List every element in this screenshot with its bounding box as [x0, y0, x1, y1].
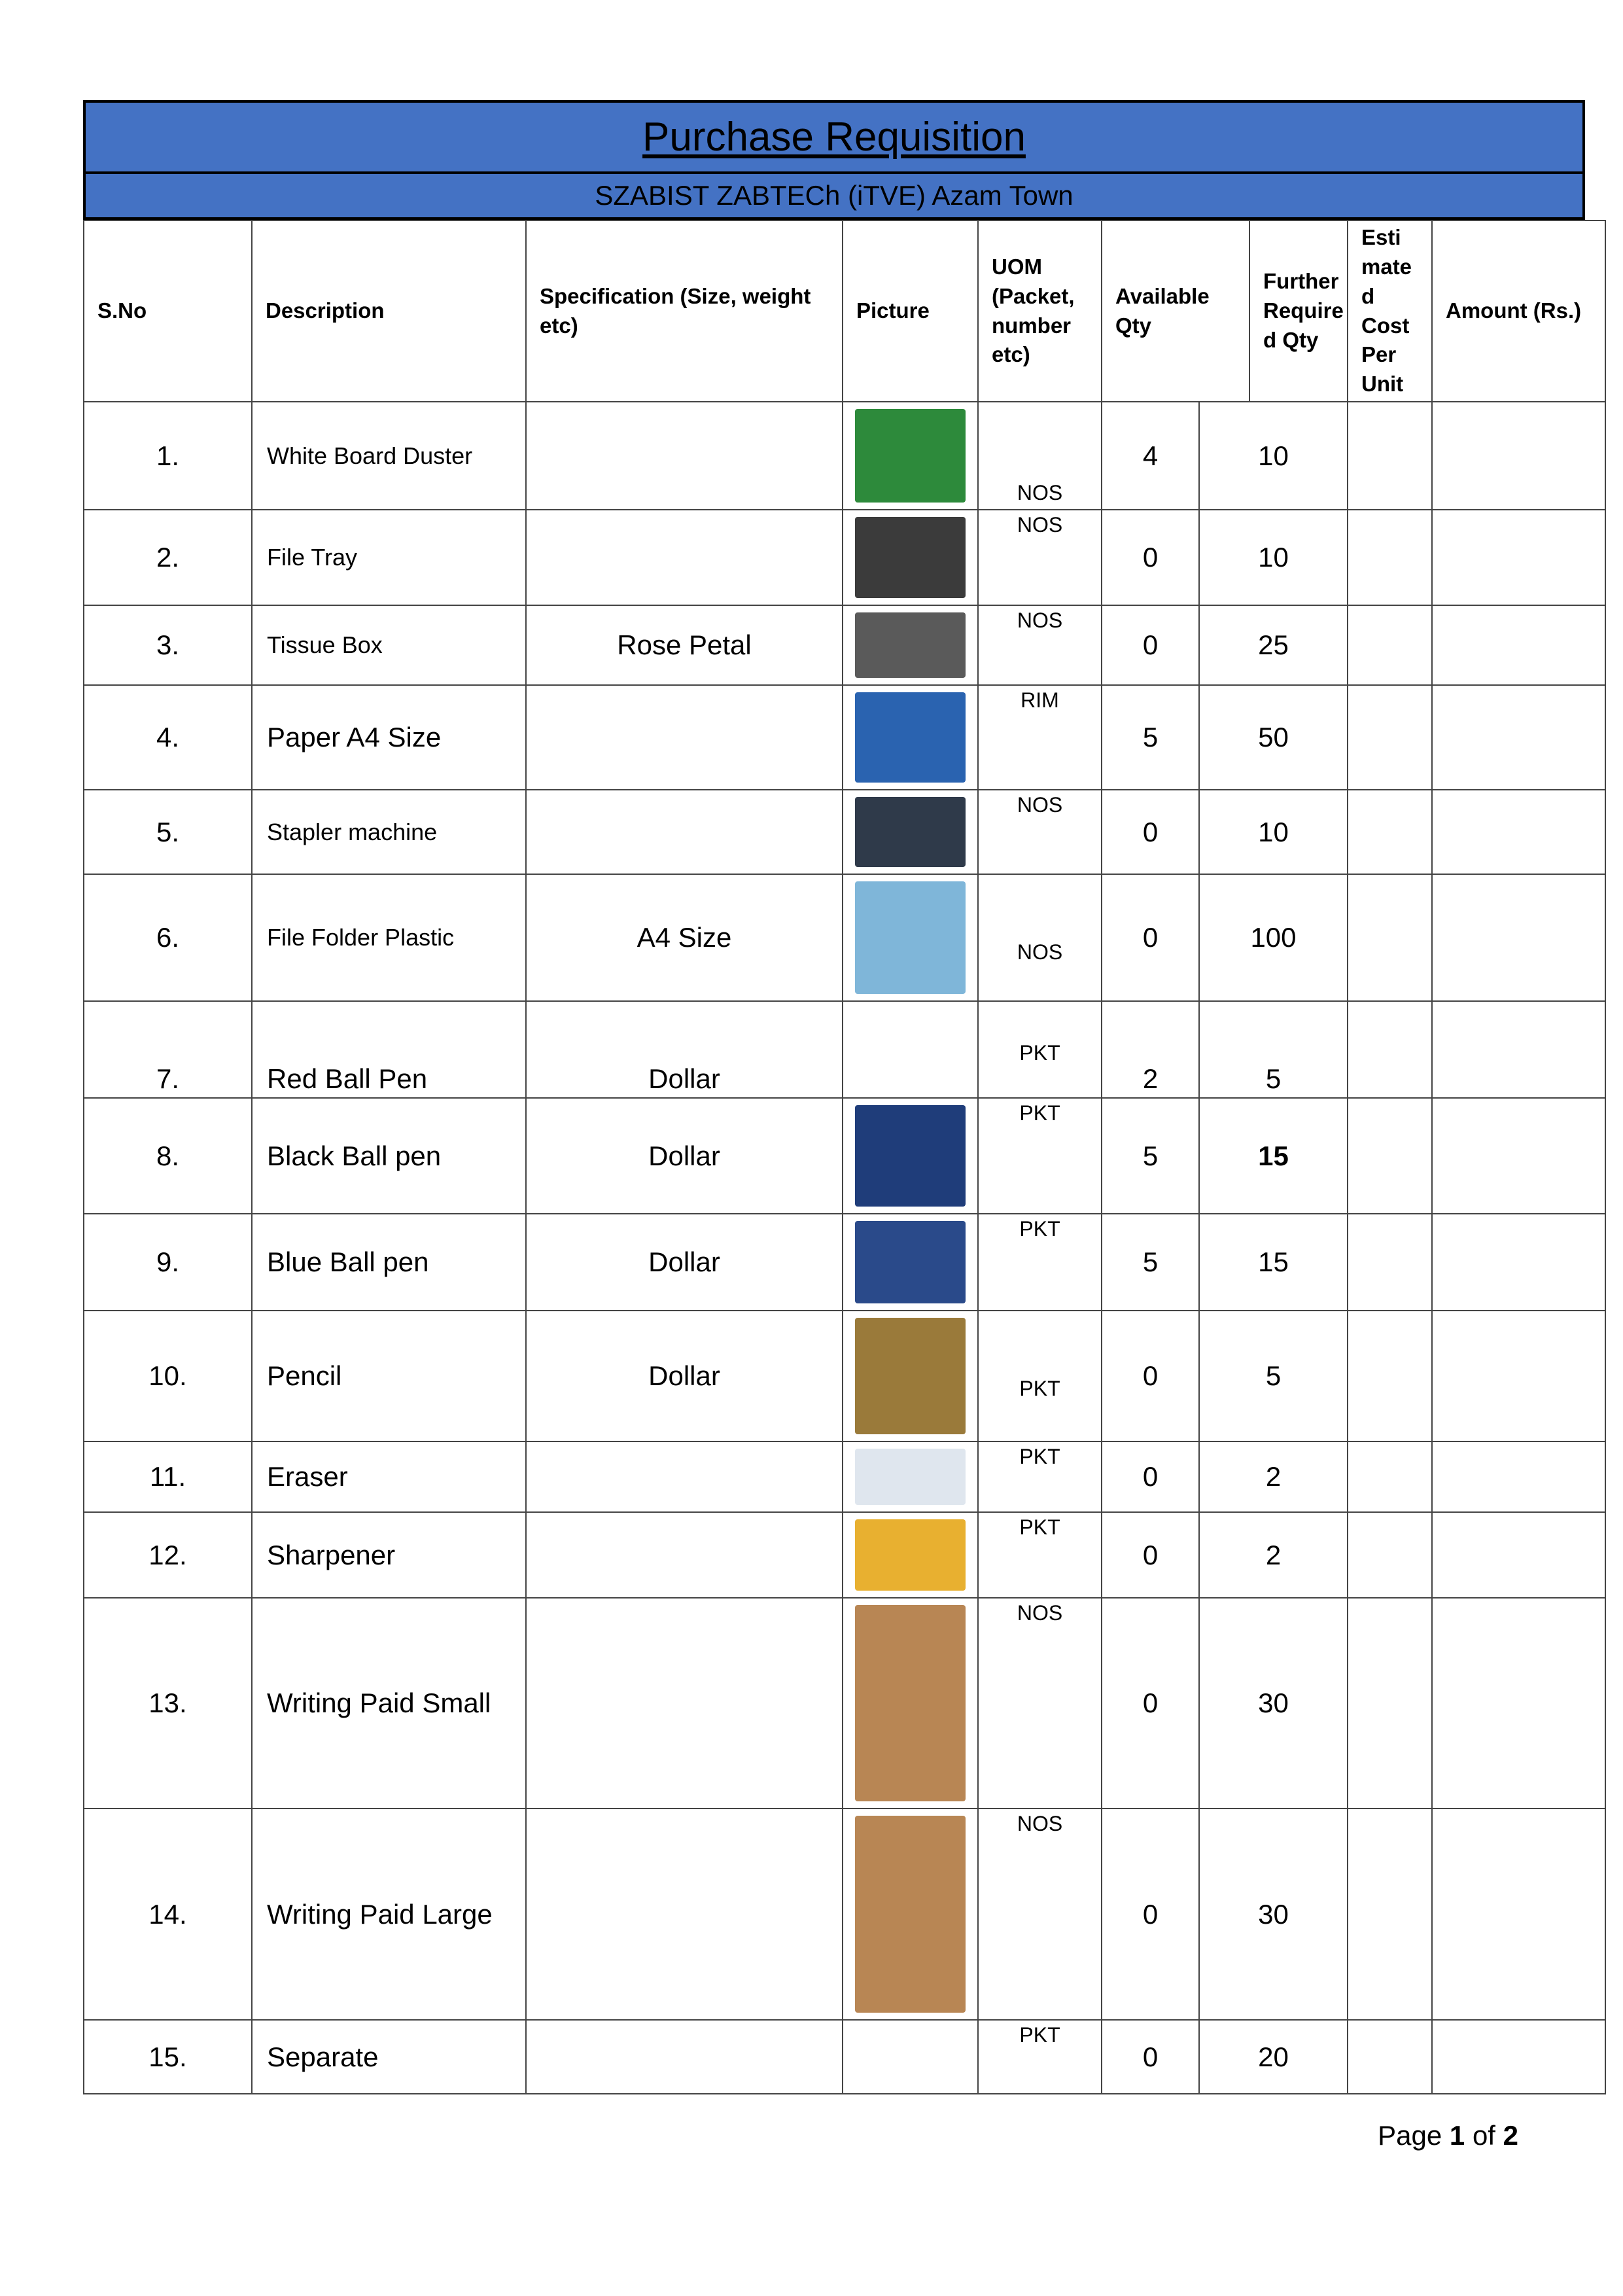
cell-further-required-qty: 100: [1199, 874, 1348, 1001]
product-picture: [855, 1816, 966, 2013]
cell-amount: [1432, 402, 1605, 510]
table-row: [84, 1214, 1605, 1311]
cell-description: Black Ball pen: [252, 1098, 526, 1214]
cell-description: Writing Paid Small: [252, 1598, 526, 1809]
cell-available-qty: 0: [1102, 1809, 1199, 2020]
cell-further-required-qty: 30: [1199, 1809, 1348, 2020]
cell-specification: Rose Petal: [526, 605, 843, 685]
cell-picture: [843, 2020, 978, 2094]
cell-uom: [978, 1001, 1102, 1098]
cell-description: Pencil: [252, 1311, 526, 1441]
cell-estimated-cost: [1348, 685, 1432, 790]
header-description: Description: [252, 221, 526, 402]
cell-specification: Dollar: [526, 1214, 843, 1311]
header-uom: UOM (Packet, number etc): [978, 221, 1102, 402]
cell-description: Blue Ball pen: [252, 1214, 526, 1311]
cell-description: File Tray: [252, 510, 526, 605]
cell-specification: [526, 790, 843, 874]
cell-available-qty: 5: [1102, 685, 1199, 790]
cell-estimated-cost: [1348, 510, 1432, 605]
cell-sno: 4.: [84, 685, 252, 790]
uom-value: NOS: [1017, 513, 1063, 537]
cell-estimated-cost: [1348, 874, 1432, 1001]
cell-sno: 13.: [84, 1598, 252, 1809]
cell-sno: 14.: [84, 1809, 252, 2020]
cell-sno: 9.: [84, 1214, 252, 1311]
product-picture: [855, 1605, 966, 1801]
cell-further-required-qty: 10: [1199, 402, 1348, 510]
uom-value: NOS: [1017, 793, 1063, 817]
cell-further-required-qty: 5: [1199, 1311, 1348, 1441]
institution-name: SZABIST ZABTECh (iTVE) Azam Town: [595, 180, 1073, 211]
title-bar: [83, 100, 1585, 174]
cell-picture: [843, 874, 978, 1001]
cell-picture: [843, 1098, 978, 1214]
uom-value: NOS: [1017, 481, 1063, 504]
cell-amount: [1432, 1098, 1605, 1214]
header-amount: Amount (Rs.): [1432, 221, 1605, 402]
cell-description: File Folder Plastic: [252, 874, 526, 1001]
product-picture: [855, 612, 966, 678]
purchase-requisition-sheet: [83, 100, 1585, 2094]
cell-available-qty: 0: [1102, 1441, 1199, 1512]
page-current: 1: [1449, 2120, 1465, 2151]
table-row: [84, 2020, 1605, 2094]
header-further-required-qty: Further Require d Qty: [1249, 221, 1348, 402]
cell-specification: [526, 685, 843, 790]
cell-uom: [978, 1809, 1102, 2020]
cell-further-required-qty: 25: [1199, 605, 1348, 685]
cell-uom: [978, 685, 1102, 790]
cell-sno: 6.: [84, 874, 252, 1001]
uom-value: PKT: [1019, 1041, 1060, 1065]
cell-sno: 11.: [84, 1441, 252, 1512]
cell-amount: [1432, 1311, 1605, 1441]
cell-further-required-qty: 5: [1199, 1001, 1348, 1098]
table-row: [84, 1809, 1605, 2020]
cell-available-qty: 0: [1102, 1512, 1199, 1598]
table-row: [84, 1512, 1605, 1598]
cell-sno: 2.: [84, 510, 252, 605]
page-footer: [1378, 2120, 1518, 2151]
uom-value: NOS: [1017, 940, 1063, 964]
cell-description: Sharpener: [252, 1512, 526, 1598]
cell-further-required-qty: 2: [1199, 1441, 1348, 1512]
cell-sno: 1.: [84, 402, 252, 510]
cell-uom: [978, 402, 1102, 510]
cell-estimated-cost: [1348, 1098, 1432, 1214]
cell-amount: [1432, 1214, 1605, 1311]
cell-description: Writing Paid Large: [252, 1809, 526, 2020]
cell-estimated-cost: [1348, 605, 1432, 685]
product-picture: [855, 517, 966, 598]
cell-specification: Dollar: [526, 1098, 843, 1214]
cell-specification: [526, 1441, 843, 1512]
cell-estimated-cost: [1348, 402, 1432, 510]
cell-available-qty: 2: [1102, 1001, 1199, 1098]
cell-description: Red Ball Pen: [252, 1001, 526, 1098]
cell-available-qty: 5: [1102, 1098, 1199, 1214]
cell-available-qty: 0: [1102, 1598, 1199, 1809]
product-picture: [855, 1221, 966, 1303]
cell-further-required-qty: 20: [1199, 2020, 1348, 2094]
cell-description: Stapler machine: [252, 790, 526, 874]
cell-specification: Dollar: [526, 1311, 843, 1441]
table-body: [84, 402, 1605, 2094]
table-row: [84, 1441, 1605, 1512]
cell-sno: 3.: [84, 605, 252, 685]
cell-estimated-cost: [1348, 1809, 1432, 2020]
cell-picture: [843, 1214, 978, 1311]
of-word: of: [1472, 2120, 1495, 2151]
cell-picture: [843, 1311, 978, 1441]
page-total: 2: [1503, 2120, 1518, 2151]
cell-sno: 10.: [84, 1311, 252, 1441]
product-picture: [855, 881, 966, 994]
product-picture: [855, 797, 966, 867]
page-title: Purchase Requisition: [642, 115, 1026, 160]
cell-uom: [978, 2020, 1102, 2094]
header-picture: Picture: [843, 221, 978, 402]
cell-further-required-qty: 10: [1199, 790, 1348, 874]
cell-uom: [978, 1311, 1102, 1441]
cell-further-required-qty: 15: [1199, 1098, 1348, 1214]
cell-estimated-cost: [1348, 1441, 1432, 1512]
cell-further-required-qty: 10: [1199, 510, 1348, 605]
cell-sno: 12.: [84, 1512, 252, 1598]
cell-uom: [978, 1214, 1102, 1311]
table-row: [84, 1598, 1605, 1809]
cell-picture: [843, 1512, 978, 1598]
product-picture: [855, 1318, 966, 1434]
cell-uom: [978, 510, 1102, 605]
cell-available-qty: 0: [1102, 790, 1199, 874]
cell-available-qty: 4: [1102, 402, 1199, 510]
table-row: [84, 1001, 1605, 1098]
cell-further-required-qty: 50: [1199, 685, 1348, 790]
uom-value: NOS: [1017, 609, 1063, 632]
cell-sno: 7.: [84, 1001, 252, 1098]
cell-uom: [978, 1098, 1102, 1214]
cell-uom: [978, 790, 1102, 874]
cell-estimated-cost: [1348, 1598, 1432, 1809]
cell-further-required-qty: 2: [1199, 1512, 1348, 1598]
uom-value: NOS: [1017, 1812, 1063, 1835]
table-header-row: [84, 221, 1605, 402]
cell-uom: [978, 1441, 1102, 1512]
cell-description: Separate: [252, 2020, 526, 2094]
table-row: [84, 685, 1605, 790]
cell-picture: [843, 790, 978, 874]
cell-picture: [843, 1809, 978, 2020]
table-row: [84, 605, 1605, 685]
cell-specification: [526, 1512, 843, 1598]
cell-description: Paper A4 Size: [252, 685, 526, 790]
cell-amount: [1432, 1441, 1605, 1512]
cell-specification: A4 Size: [526, 874, 843, 1001]
cell-amount: [1432, 685, 1605, 790]
header-available-qty: Available Qty: [1102, 221, 1249, 402]
product-picture: [855, 409, 966, 503]
cell-uom: [978, 1512, 1102, 1598]
cell-picture: [843, 1598, 978, 1809]
cell-estimated-cost: [1348, 790, 1432, 874]
cell-picture: [843, 402, 978, 510]
cell-available-qty: 0: [1102, 2020, 1199, 2094]
cell-description: White Board Duster: [252, 402, 526, 510]
cell-available-qty: 0: [1102, 874, 1199, 1001]
uom-value: PKT: [1019, 1101, 1060, 1125]
cell-amount: [1432, 1809, 1605, 2020]
cell-available-qty: 0: [1102, 605, 1199, 685]
cell-sno: 8.: [84, 1098, 252, 1214]
cell-picture: [843, 1001, 978, 1098]
table-row: [84, 1098, 1605, 1214]
uom-value: RIM: [1021, 688, 1059, 712]
cell-uom: [978, 1598, 1102, 1809]
cell-available-qty: 5: [1102, 1214, 1199, 1311]
uom-value: PKT: [1019, 1515, 1060, 1539]
header-sno: S.No: [84, 221, 252, 402]
cell-specification: [526, 1598, 843, 1809]
cell-amount: [1432, 2020, 1605, 2094]
cell-specification: [526, 2020, 843, 2094]
cell-picture: [843, 1441, 978, 1512]
product-picture: [855, 1105, 966, 1207]
cell-estimated-cost: [1348, 1001, 1432, 1098]
table-row: [84, 510, 1605, 605]
cell-picture: [843, 510, 978, 605]
cell-available-qty: 0: [1102, 1311, 1199, 1441]
uom-value: NOS: [1017, 1601, 1063, 1625]
product-picture: [855, 1449, 966, 1505]
cell-estimated-cost: [1348, 1311, 1432, 1441]
cell-specification: [526, 510, 843, 605]
cell-specification: Dollar: [526, 1001, 843, 1098]
cell-specification: [526, 402, 843, 510]
cell-uom: [978, 874, 1102, 1001]
table-row: [84, 874, 1605, 1001]
product-picture: [855, 692, 966, 783]
page-word: Page: [1378, 2120, 1442, 2151]
uom-value: PKT: [1019, 1445, 1060, 1468]
cell-estimated-cost: [1348, 1214, 1432, 1311]
uom-value: PKT: [1019, 2023, 1060, 2047]
table-row: [84, 1311, 1605, 1441]
cell-amount: [1432, 1598, 1605, 1809]
uom-value: PKT: [1019, 1217, 1060, 1241]
cell-further-required-qty: 30: [1199, 1598, 1348, 1809]
cell-estimated-cost: [1348, 2020, 1432, 2094]
product-picture: [855, 1519, 966, 1591]
cell-amount: [1432, 605, 1605, 685]
cell-amount: [1432, 874, 1605, 1001]
cell-sno: 5.: [84, 790, 252, 874]
cell-uom: [978, 605, 1102, 685]
cell-picture: [843, 605, 978, 685]
cell-description: Eraser: [252, 1441, 526, 1512]
table-row: [84, 790, 1605, 874]
cell-available-qty: 0: [1102, 510, 1199, 605]
cell-sno: 15.: [84, 2020, 252, 2094]
uom-value: PKT: [1019, 1377, 1060, 1400]
cell-description: Tissue Box: [252, 605, 526, 685]
cell-amount: [1432, 790, 1605, 874]
cell-amount: [1432, 510, 1605, 605]
cell-picture: [843, 685, 978, 790]
header-specification: Specification (Size, weight etc): [526, 221, 843, 402]
cell-specification: [526, 1809, 843, 2020]
subtitle-bar: [83, 174, 1585, 220]
cell-amount: [1432, 1001, 1605, 1098]
table-row: [84, 402, 1605, 510]
requisition-table: [83, 220, 1606, 2094]
cell-estimated-cost: [1348, 1512, 1432, 1598]
cell-amount: [1432, 1512, 1605, 1598]
cell-further-required-qty: 15: [1199, 1214, 1348, 1311]
header-estimated-cost: Esti mate d Cost Per Unit: [1348, 221, 1432, 402]
